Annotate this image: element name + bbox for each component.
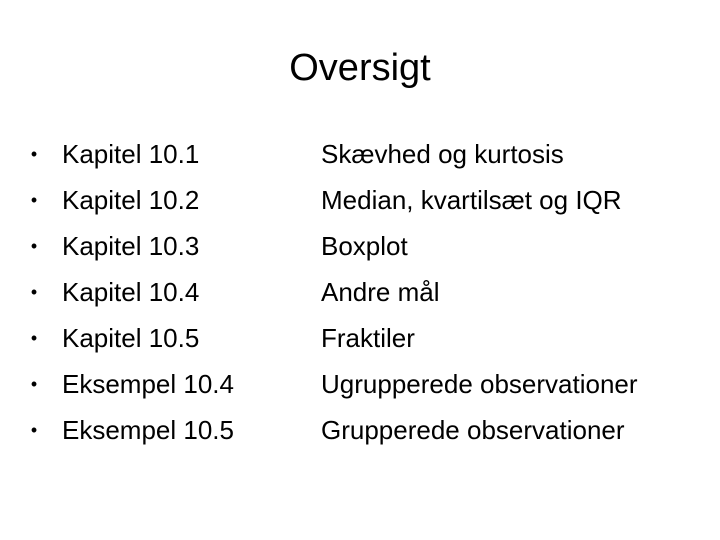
chapter-item-label: Kapitel 10.3: [62, 231, 200, 261]
bullet-icon: •: [30, 236, 38, 256]
chapter-item: [28, 407, 298, 453]
chapter-item: [28, 177, 298, 223]
topic-item: Skævhed og kurtosis: [321, 139, 564, 169]
chapter-item: [28, 131, 298, 177]
topic-item: Ugrupperede observationer: [321, 369, 638, 399]
bullet-icon: •: [30, 328, 38, 348]
chapter-item-label: Eksempel 10.5: [62, 415, 234, 445]
chapter-bullet-list: [28, 131, 298, 453]
topic-item: Fraktiler: [321, 323, 415, 353]
topic-item: Andre mål: [321, 277, 440, 307]
chapter-item-label: Kapitel 10.1: [62, 139, 200, 169]
topic-item: Boxplot: [321, 231, 408, 261]
bullet-icon: •: [30, 282, 38, 302]
chapter-item-label: Kapitel 10.2: [62, 185, 200, 215]
chapter-item: [28, 361, 298, 407]
chapter-item-label: Kapitel 10.5: [62, 323, 200, 353]
chapter-item: [28, 315, 298, 361]
chapter-item-label: Eksempel 10.4: [62, 369, 234, 399]
chapter-item: [28, 223, 298, 269]
bullet-icon: •: [30, 374, 38, 394]
bullet-icon: •: [30, 190, 38, 210]
bullet-icon: •: [30, 420, 38, 440]
chapter-item-label: Kapitel 10.4: [62, 277, 200, 307]
topic-list: [321, 131, 711, 453]
slide-title: Oversigt: [289, 47, 431, 89]
topic-item: Grupperede observationer: [321, 415, 625, 445]
topic-item: Median, kvartilsæt og IQR: [321, 185, 622, 215]
chapter-item: [28, 269, 298, 315]
bullet-icon: •: [30, 144, 38, 164]
